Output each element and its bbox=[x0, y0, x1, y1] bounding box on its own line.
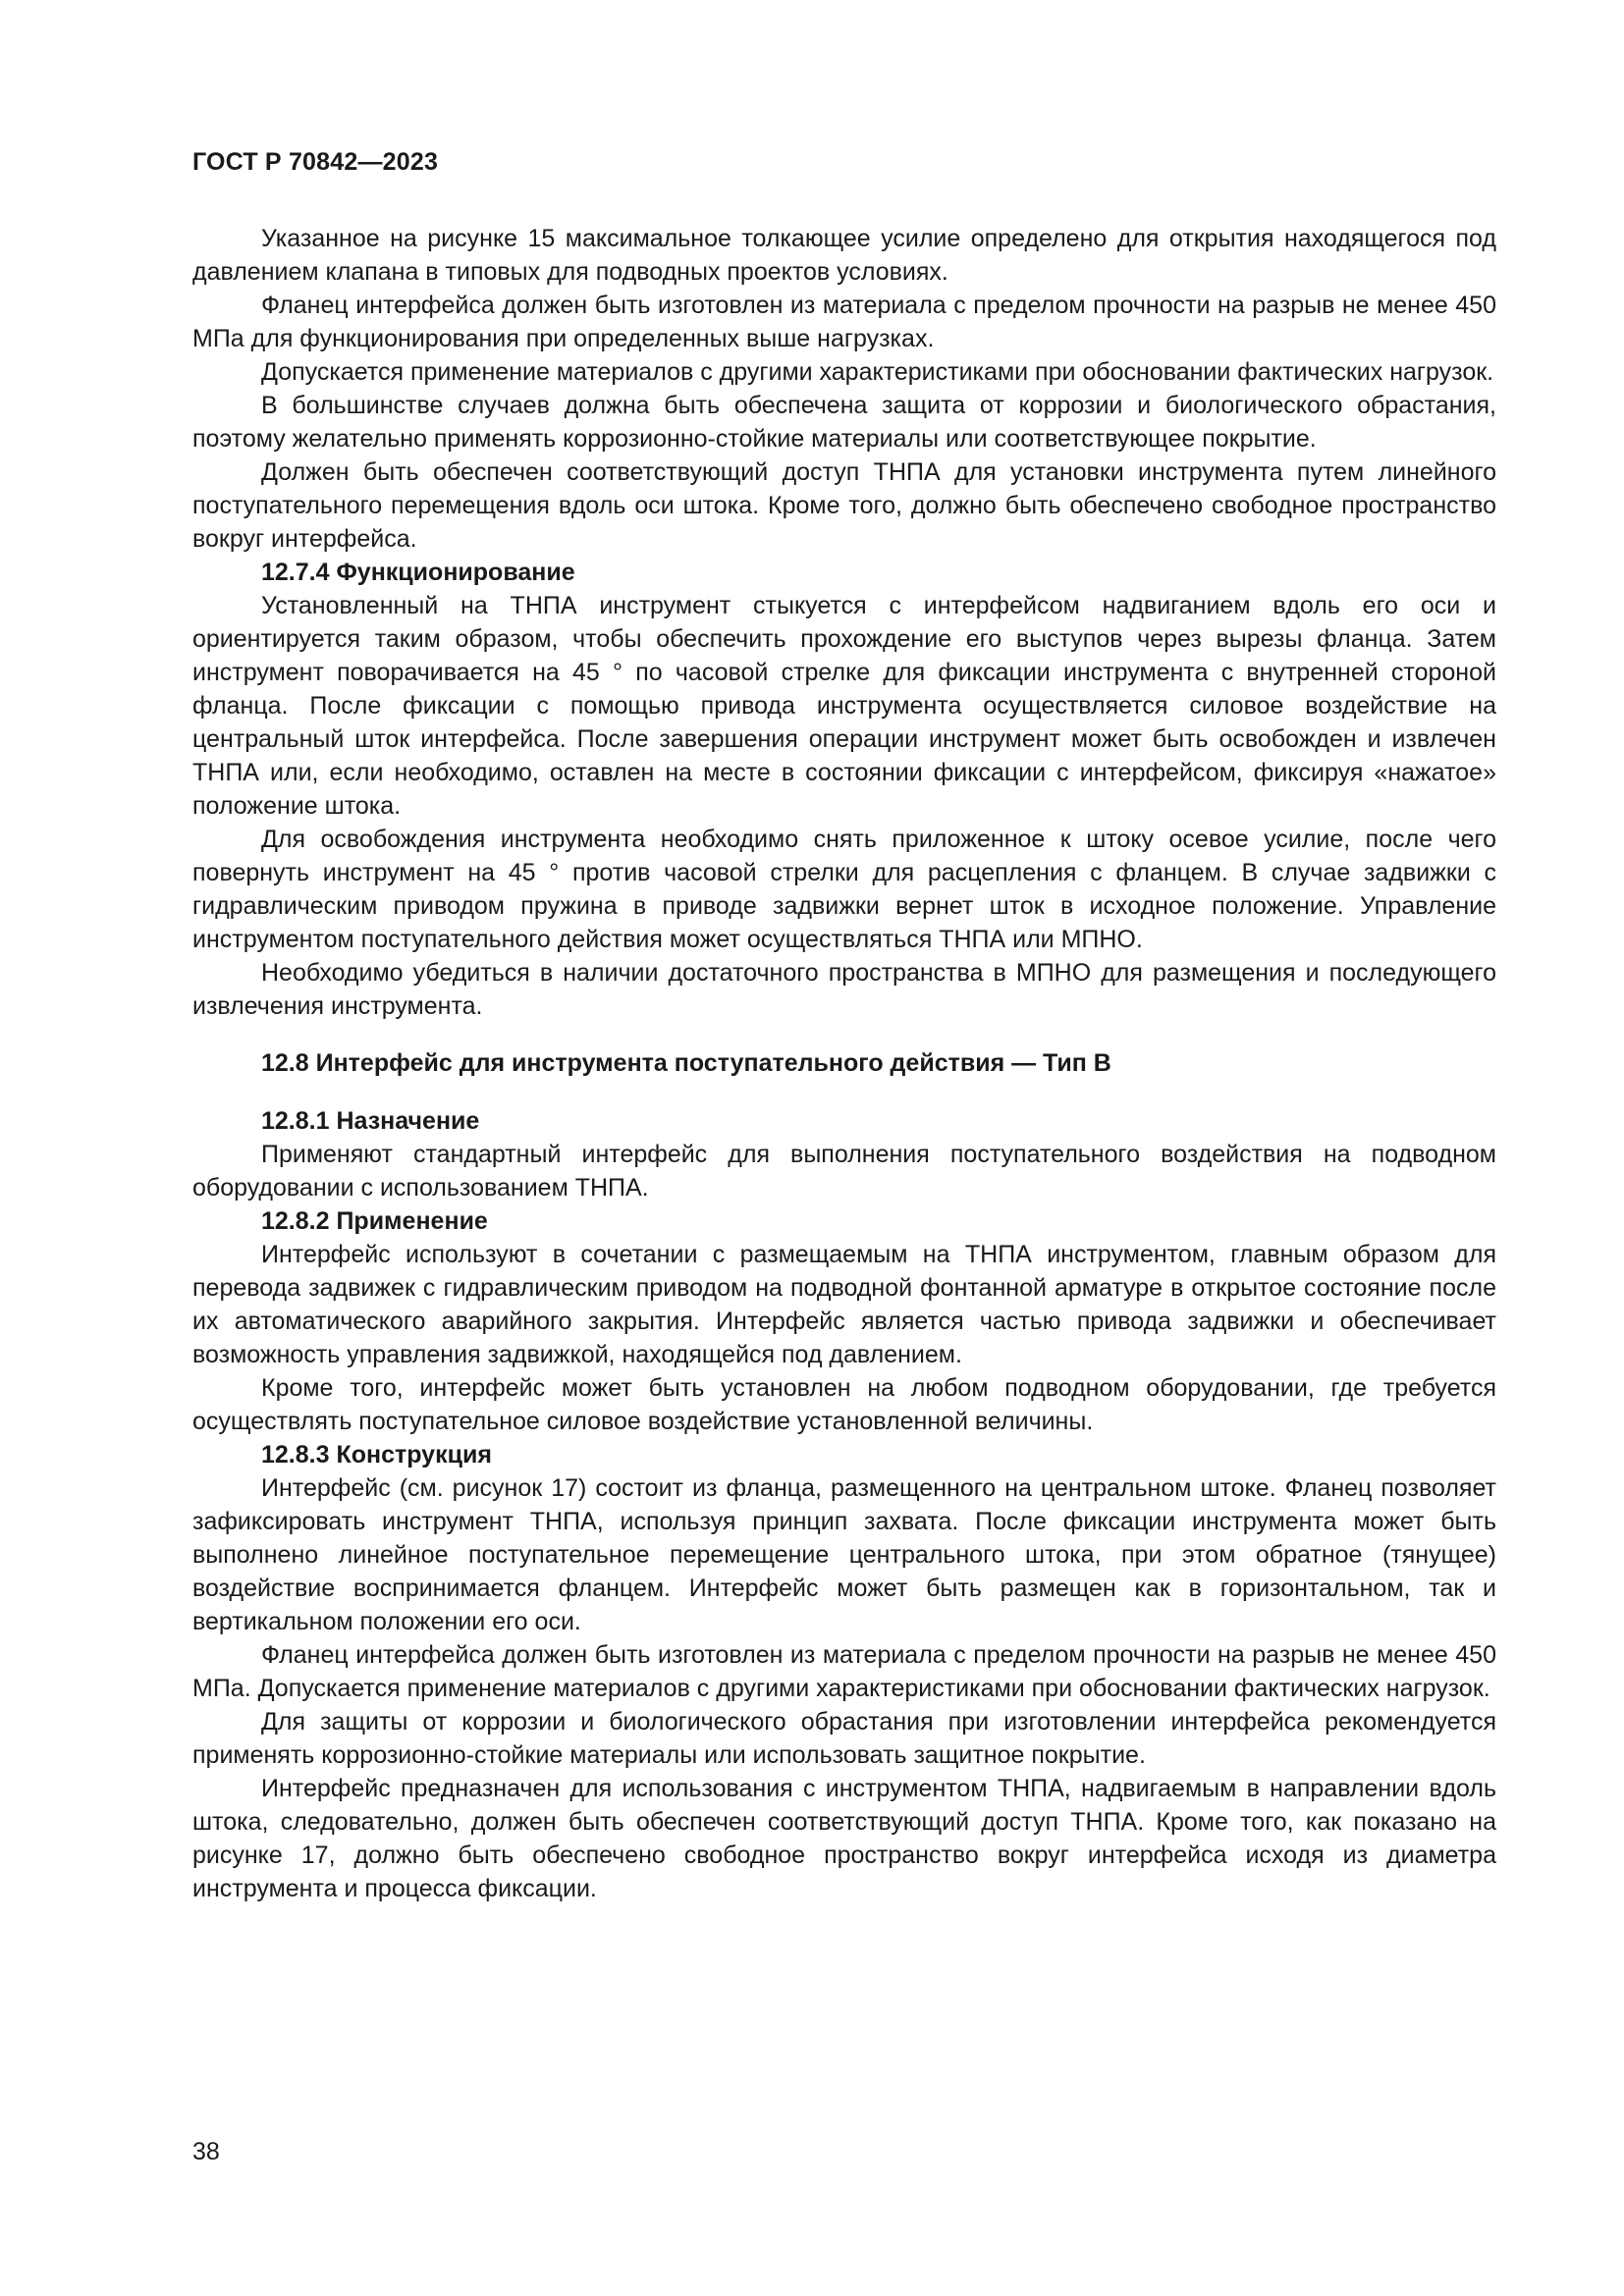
document-header-title: ГОСТ Р 70842—2023 bbox=[192, 148, 439, 176]
paragraph: Кроме того, интерфейс может быть установлен на любом подводном оборудовании, где требуется осуществлять поступательное силовое воздействие установленной величины. bbox=[192, 1374, 1496, 1435]
paragraph: Допускается применение материалов с другими характеристиками при обосновании фактических нагрузок. bbox=[261, 358, 1494, 386]
section-heading-12-8-1: 12.8.1 Назначение bbox=[261, 1107, 480, 1135]
paragraph: Интерфейс (см. рисунок 17) состоит из фланца, размещенного на центральном штоке. Фланец позволяет зафиксировать инструмент ТНПА, используя принцип захвата. После фиксации инструмента может быть выполнено линейное поступательное перемещение центрального штока, при этом обратное (тянущее) воздействие воспринимается фланцем. Интерфейс может быть размещен как в горизонтальном, так и вертикальном положении его оси. bbox=[192, 1474, 1496, 1635]
section-heading-12-7-4: 12.7.4 Функционирование bbox=[261, 559, 575, 586]
document-body bbox=[192, 222, 1496, 1905]
paragraph: Фланец интерфейса должен быть изготовлен из материала с пределом прочности на разрыв не менее 450 МПа для функционирования при определенных выше нагрузках. bbox=[192, 292, 1496, 352]
paragraph: Необходимо убедиться в наличии достаточного пространства в МПНО для размещения и последующего извлечения инструмента. bbox=[192, 959, 1496, 1020]
paragraph: Для освобождения инструмента необходимо снять приложенное к штоку осевое усилие, после чего повернуть инструмент на 45 ° против часовой стрелки для расцепления с фланцем. В случае задвижки с гидравлическим приводом пружина в приводе задвижки вернет шток в исходное положение. Управление инструментом поступательного действия может осуществляться ТНПА или МПНО. bbox=[192, 826, 1496, 953]
paragraph: Указанное на рисунке 15 максимальное толкающее усилие определено для открытия находящегося под давлением клапана в типовых для подводных проектов условиях. bbox=[192, 225, 1496, 286]
paragraph: Применяют стандартный интерфейс для выполнения поступательного воздействия на подводном оборудовании с использованием ТНПА. bbox=[192, 1141, 1496, 1201]
section-heading-12-8-2: 12.8.2 Применение bbox=[261, 1207, 488, 1235]
paragraph: Интерфейс предназначен для использования с инструментом ТНПА, надвигаемым в направлении вдоль штока, следовательно, должен быть обеспечен соответствующий доступ ТНПА. Кроме того, как показано на рисунке 17, должно быть обеспечено свободное пространство вокруг интерфейса исходя из диаметра инструмента и процесса фиксации. bbox=[192, 1775, 1496, 1902]
paragraph: Фланец интерфейса должен быть изготовлен из материала с пределом прочности на разрыв не менее 450 МПа. Допускается применение материалов с другими характеристиками при обосновании фактических нагрузок. bbox=[192, 1641, 1496, 1702]
paragraph: Для защиты от коррозии и биологического обрастания при изготовлении интерфейса рекомендуется применять коррозионно-стойкие материалы или использовать защитное покрытие. bbox=[192, 1708, 1496, 1769]
section-heading-12-8-3: 12.8.3 Конструкция bbox=[261, 1441, 492, 1468]
paragraph: Должен быть обеспечен соответствующий доступ ТНПА для установки инструмента путем линейного поступательного перемещения вдоль оси штока. Кроме того, должно быть обеспечено свободное пространство вокруг интерфейса. bbox=[192, 458, 1496, 553]
paragraph: Установленный на ТНПА инструмент стыкуется с интерфейсом надвиганием вдоль его оси и ориентируется таким образом, чтобы обеспечить прохождение его выступов через вырезы фланца. Затем инструмент поворачивается на 45 ° по часовой стрелке для фиксации инструмента с внутренней стороной фланца. После фиксации с помощью привода инструмента осуществляется силовое воздействие на центральный шток интерфейса. После завершения операции инструмент может быть освобожден и извлечен ТНПА или, если необходимо, оставлен на месте в состоянии фиксации с интерфейсом, фиксируя «нажатое» положение штока. bbox=[192, 592, 1496, 820]
paragraph: В большинстве случаев должна быть обеспечена защита от коррозии и биологического обрастания, поэтому желательно применять коррозионно-стойкие материалы или соответствующее покрытие. bbox=[192, 392, 1496, 453]
page-number: 38 bbox=[192, 2138, 220, 2165]
section-heading-12-8: 12.8 Интерфейс для инструмента поступательного действия — Тип В bbox=[261, 1049, 1111, 1077]
paragraph: Интерфейс используют в сочетании с размещаемым на ТНПА инструментом, главным образом для перевода задвижек с гидравлическим приводом на подводной фонтанной арматуре в открытое состояние после их автоматического аварийного закрытия. Интерфейс является частью привода задвижки и обеспечивает возможность управления задвижкой, находящейся под давлением. bbox=[192, 1241, 1496, 1368]
